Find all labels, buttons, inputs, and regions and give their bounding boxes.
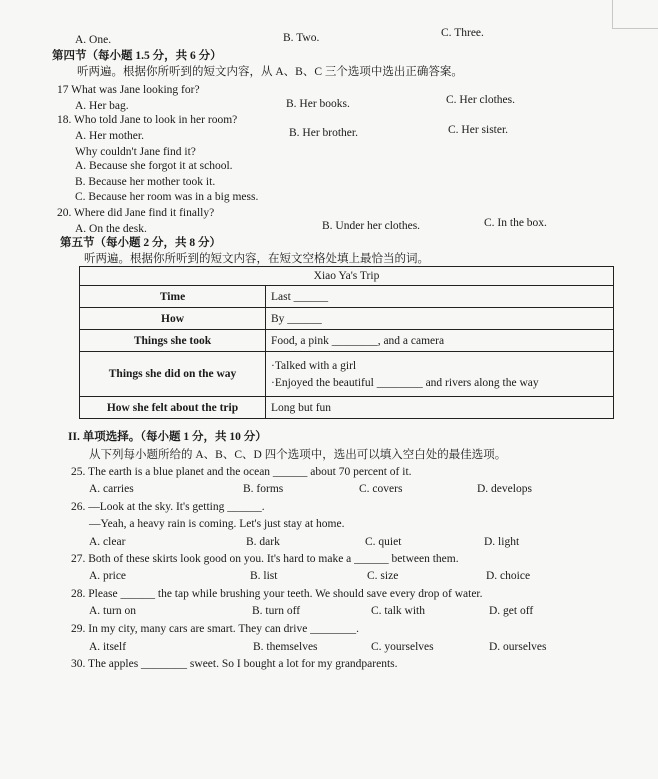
q27-option-a: A. price xyxy=(89,570,127,582)
trip-row-value-line: ·Talked with a girl xyxy=(271,359,357,372)
q18-option-b: B. Her brother. xyxy=(289,127,358,139)
q19-option-a: A. Because she forgot it at school. xyxy=(75,160,233,172)
q17-option-c: C. Her clothes. xyxy=(446,94,515,106)
trip-row-label: How she felt about the trip xyxy=(80,397,266,419)
q28-option-a: A. turn on xyxy=(89,605,136,617)
trip-row-value: Last ______ xyxy=(266,286,614,308)
q27-option-b: B. list xyxy=(250,570,278,582)
trip-row-value-line: ·Enjoyed the beautiful ________ and rivers along the way xyxy=(271,376,539,389)
q28-option-c: C. talk with xyxy=(371,605,425,617)
q20-question: 20. Where did Jane find it finally? xyxy=(57,207,215,219)
q26-option-c: C. quiet xyxy=(365,536,402,548)
q19-question: Why couldn't Jane find it? xyxy=(75,146,196,158)
q26-option-b: B. dark xyxy=(246,536,280,548)
section2-instructions: 从下列每小题所给的 A、B、C、D 四个选项中，选出可以填入空白处的最佳选项。 xyxy=(89,449,507,461)
q17-question: 17 What was Jane looking for? xyxy=(57,84,200,96)
section2-title: II. 单项选择。（每小题 1 分，共 10 分） xyxy=(68,431,267,443)
q17-option-a: A. Her bag. xyxy=(75,100,129,112)
q26-option-a: A. clear xyxy=(89,536,126,548)
q25-question: 25. The earth is a blue planet and the ocean ______ about 70 percent of it. xyxy=(71,466,412,478)
trip-row-label: How xyxy=(80,308,266,330)
q19-option-c: C. Because her room was in a big mess. xyxy=(75,191,259,203)
q16-option-c: C. Three. xyxy=(441,27,484,39)
q18-question: 18. Who told Jane to look in her room? xyxy=(57,114,238,126)
trip-row-value: Food, a pink ________, and a camera xyxy=(266,330,614,352)
q28-option-d: D. get off xyxy=(489,605,534,617)
q20-option-c: C. In the box. xyxy=(484,217,547,229)
section4-title: 第四节（每小题 1.5 分，共 6 分） xyxy=(52,50,222,62)
q29-option-c: C. yourselves xyxy=(371,641,434,653)
trip-row-value: Long but fun xyxy=(266,397,614,419)
q26-reply: —Yeah, a heavy rain is coming. Let's just stay at home. xyxy=(89,518,345,530)
q27-question: 27. Both of these skirts look good on you. It's hard to make a ______ between them. xyxy=(71,553,459,565)
q29-option-d: D. ourselves xyxy=(489,641,547,653)
trip-table-title: Xiao Ya's Trip xyxy=(80,267,614,286)
q30-question: 30. The apples ________ sweet. So I bought a lot for my grandparents. xyxy=(71,658,398,670)
q29-question: 29. In my city, many cars are smart. They can drive ________. xyxy=(71,623,360,635)
q26-option-d: D. light xyxy=(484,536,520,548)
section5-instructions: 听两遍。根据你所听到的短文内容，在短文空格处填上最恰当的词。 xyxy=(84,253,429,265)
trip-row-value: By ______ xyxy=(266,308,614,330)
q18-option-c: C. Her sister. xyxy=(448,124,509,136)
q28-question: 28. Please ______ the tap while brushing your teeth. We should save every drop of water. xyxy=(71,588,483,600)
page-corner-border xyxy=(612,0,658,29)
q25-option-a: A. carries xyxy=(89,483,134,495)
q18-option-a: A. Her mother. xyxy=(75,130,144,142)
q20-option-a: A. On the desk. xyxy=(75,223,147,235)
q27-option-d: D. choice xyxy=(486,570,531,582)
section4-instructions: 听两遍。根据你所听到的短文内容，从 A、B、C 三个选项中选出正确答案。 xyxy=(77,66,463,78)
q16-option-a: A. One. xyxy=(75,34,112,46)
q29-option-b: B. themselves xyxy=(253,641,318,653)
trip-row-label: Time xyxy=(80,286,266,308)
q19-option-b: B. Because her mother took it. xyxy=(75,176,216,188)
q25-option-d: D. develops xyxy=(477,483,532,495)
trip-table xyxy=(79,266,614,419)
trip-row-label: Things she took xyxy=(80,330,266,352)
q27-option-c: C. size xyxy=(367,570,399,582)
trip-row-value xyxy=(266,352,614,397)
q17-option-b: B. Her books. xyxy=(286,98,350,110)
q25-option-c: C. covers xyxy=(359,483,403,495)
q29-option-a: A. itself xyxy=(89,641,127,653)
q28-option-b: B. turn off xyxy=(252,605,301,617)
section5-title: 第五节（每小题 2 分，共 8 分） xyxy=(60,237,221,249)
q25-option-b: B. forms xyxy=(243,483,284,495)
trip-row-label: Things she did on the way xyxy=(80,352,266,397)
q20-option-b: B. Under her clothes. xyxy=(322,220,421,232)
q26-question: 26. —Look at the sky. It's getting ______. xyxy=(71,501,265,513)
q16-option-b: B. Two. xyxy=(283,32,320,44)
